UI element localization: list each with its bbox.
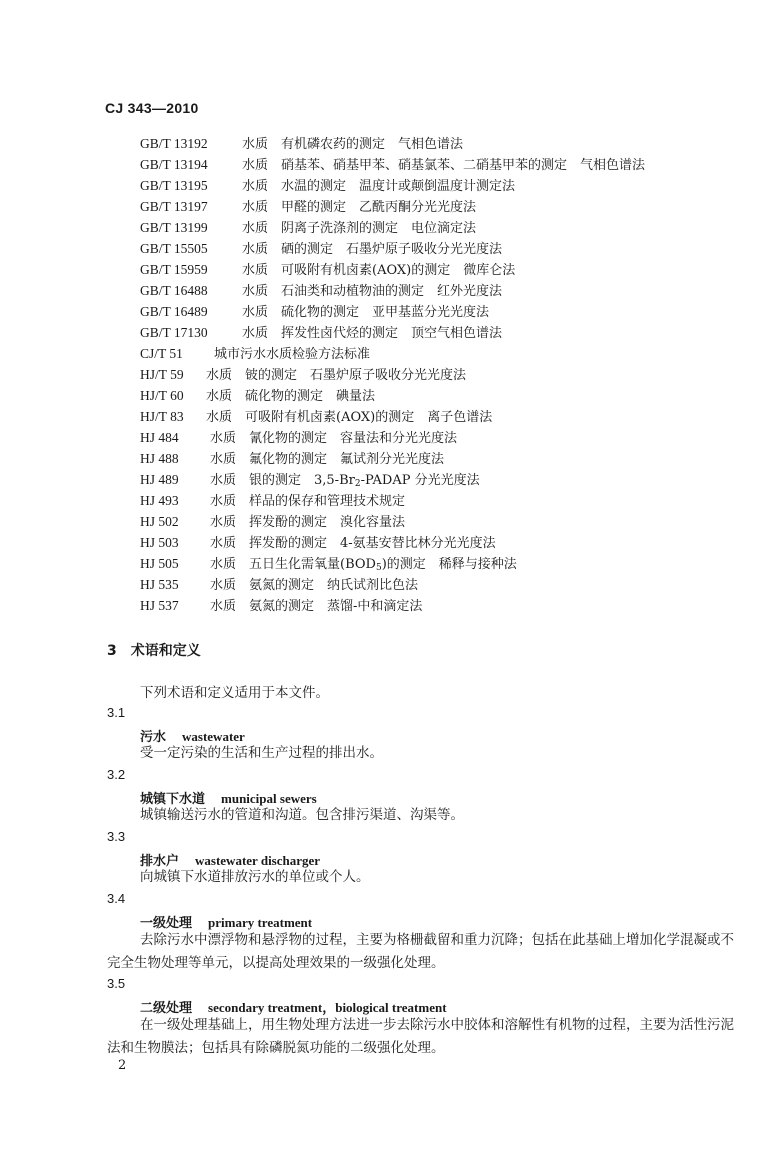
reference-title: 城市污水水质检验方法标准 [214,347,371,362]
reference-title: 水质 铍的测定 石墨炉原子吸收分光光度法 [206,368,467,383]
reference-code: GB/T 13197 [140,199,208,214]
term-zh: 排水户 [140,854,180,869]
term-zh: 污水 [140,730,167,745]
reference-code: GB/T 16489 [140,304,208,319]
term-definition: 受一定污染的生活和生产过程的排出水。 [140,745,383,761]
reference-code: HJ 535 [140,577,179,592]
reference-title: 水质 阴离子洗涤剂的测定 电位滴定法 [242,221,477,236]
reference-code: HJ 505 [140,556,179,571]
reference-code: GB/T 16488 [140,283,208,298]
reference-title: 水质 挥发酚的测定 溴化容量法 [210,515,406,530]
reference-title: 水质 挥发酚的测定 4-氨基安替比林分光光度法 [210,536,496,551]
section-number: 3 [107,643,117,659]
reference-title: 水质 氨氮的测定 纳氏试剂比色法 [210,578,419,593]
reference-title-part: -PADAP 分光光度法 [360,473,480,488]
section-intro: 下列术语和定义适用于本文件。 [140,685,329,701]
term-definition: 去除污水中漂浮物和悬浮物的过程，主要为格栅截留和重力沉降；包括在此基础上增加化学混凝或不完全生物处理等单元，以提高处理效果的一级强化处理。 [107,932,734,971]
reference-code: HJ 488 [140,451,179,466]
reference-title-part: )的测定 稀释与接种法 [381,557,517,572]
reference-item [140,322,645,343]
term-number: 3.2 [107,767,126,782]
reference-code: GB/T 15505 [140,241,208,256]
reference-title: 水质 可吸附有机卤素(AOX)的测定 离子色谱法 [206,410,493,425]
reference-title: 水质 有机磷农药的测定 气相色谱法 [242,137,464,152]
reference-title: 水质 可吸附有机卤素(AOX)的测定 微库仑法 [242,263,516,278]
reference-code: GB/T 13195 [140,178,208,193]
reference-title: 水质 石油类和动植物油的测定 红外光度法 [242,284,503,299]
reference-item [140,364,645,385]
term-zh: 二级处理 [140,1001,193,1016]
reference-title: 水质 样品的保存和管理技术规定 [210,494,406,509]
reference-item [140,175,645,196]
reference-title: 水质 硫化物的测定 碘量法 [206,389,376,404]
term-en: municipal sewers [221,791,317,806]
standard-code-header: CJ 343—2010 [105,100,199,116]
reference-code: HJ 493 [140,493,179,508]
term-definition: 向城镇下水道排放污水的单位或个人。 [140,869,370,885]
term-en: primary treatment [208,915,313,930]
term-number: 3.5 [107,976,126,991]
section-title: 术语和定义 [130,643,201,659]
term-en: secondary treatment，biological treatment [208,1000,447,1015]
reference-title: 水质 硒的测定 石墨炉原子吸收分光光度法 [242,242,503,257]
reference-item [140,133,645,154]
term-zh: 城镇下水道 [140,792,206,807]
reference-title: 水质 水温的测定 温度计或颠倒温度计测定法 [242,179,516,194]
reference-item [140,343,645,364]
reference-code: HJ 537 [140,598,179,613]
reference-item [140,196,645,217]
term-number: 3.3 [107,829,126,844]
reference-item [140,406,645,427]
reference-title: 水质 氰化物的测定 容量法和分光光度法 [210,431,458,446]
reference-item [140,448,645,469]
subscript: 2 [354,479,361,489]
reference-item [140,490,645,511]
term-number: 3.1 [107,705,126,720]
reference-code: GB/T 13194 [140,157,208,172]
reference-code: HJ/T 59 [140,367,184,382]
subscript: 5 [375,563,382,573]
reference-item [140,427,645,448]
reference-code: GB/T 13199 [140,220,208,235]
reference-title: 水质 硫化物的测定 亚甲基蓝分光光度法 [242,305,490,320]
reference-code: GB/T 15959 [140,262,208,277]
reference-item [140,595,645,616]
reference-item [140,301,645,322]
reference-code: HJ 484 [140,430,179,445]
reference-code: GB/T 17130 [140,325,208,340]
section-heading [107,640,201,660]
reference-title [210,557,517,572]
page-number: 2 [118,1058,127,1073]
normative-references-list [140,133,645,616]
reference-item [140,280,645,301]
reference-item [140,469,645,490]
term-en: wastewater discharger [195,853,321,868]
reference-item [140,511,645,532]
reference-item [140,553,645,574]
term-definition: 在一级处理基础上，用生物处理方法进一步去除污水中胶体和溶解性有机物的过程，主要为活性污泥法和生物膜法；包括具有除磷脱氮功能的二级强化处理。 [107,1017,734,1056]
reference-item [140,385,645,406]
reference-title-part: 水质 五日生化需氧量(BOD [210,557,376,572]
reference-item [140,574,645,595]
reference-item [140,238,645,259]
reference-title [210,473,480,488]
reference-code: HJ/T 83 [140,409,184,424]
reference-code: HJ 502 [140,514,179,529]
reference-code: GB/T 13192 [140,136,208,151]
reference-code: HJ 503 [140,535,179,550]
term-number: 3.4 [107,891,126,906]
reference-item [140,217,645,238]
reference-title: 水质 硝基苯、硝基甲苯、硝基氯苯、二硝基甲苯的测定 气相色谱法 [242,158,646,173]
reference-title-part: 水质 银的测定 3,5-Br [210,473,355,488]
reference-title: 水质 挥发性卤代烃的测定 顶空气相色谱法 [242,326,503,341]
reference-code: CJ/T 51 [140,346,183,361]
term-zh: 一级处理 [140,916,193,931]
reference-title: 水质 氟化物的测定 氟试剂分光光度法 [210,452,445,467]
term-definition: 城镇输送污水的管道和沟道。包含排污渠道、沟渠等。 [140,807,464,823]
term-en: wastewater [182,729,245,744]
reference-title: 水质 甲醛的测定 乙酰丙酮分光光度法 [242,200,477,215]
reference-item [140,532,645,553]
reference-item [140,259,645,280]
reference-title: 水质 氨氮的测定 蒸馏-中和滴定法 [210,599,423,614]
reference-code: HJ 489 [140,472,179,487]
reference-item [140,154,645,175]
reference-code: HJ/T 60 [140,388,184,403]
